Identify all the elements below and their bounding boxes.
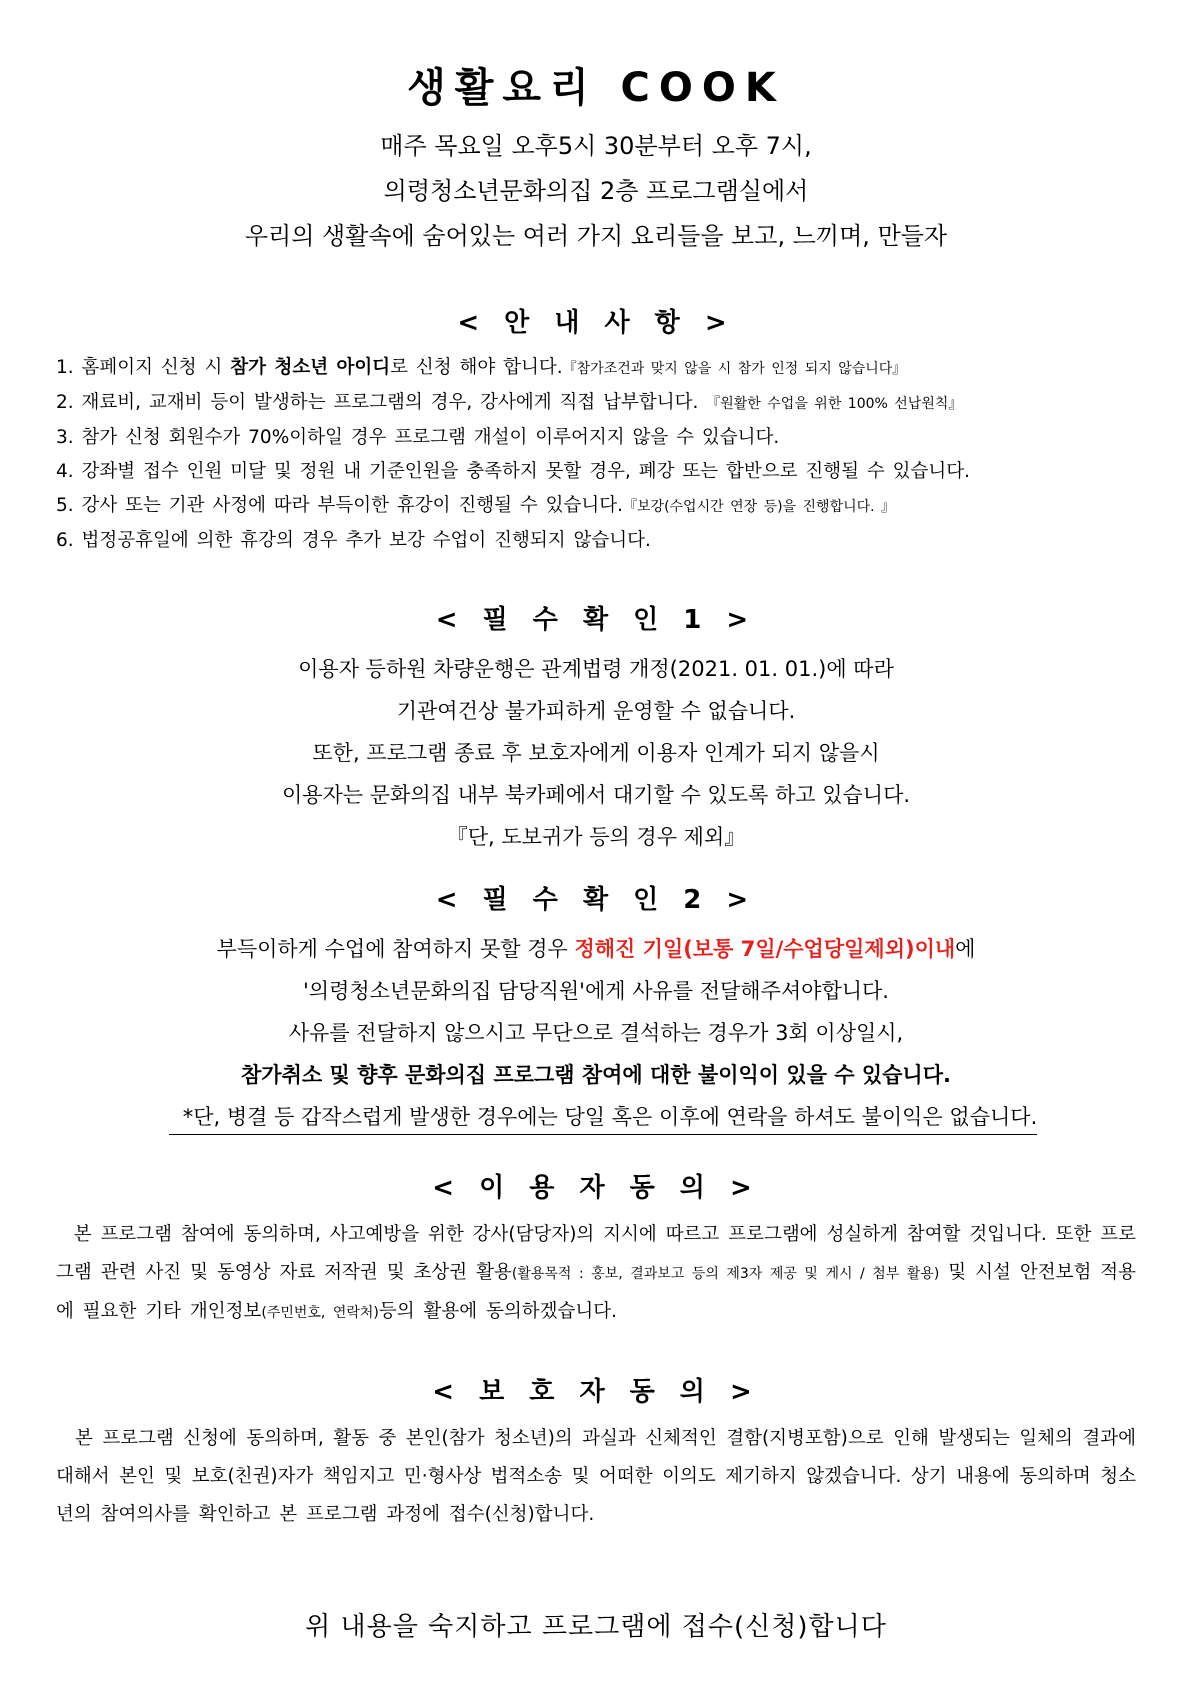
check2-text: 부득이하게 수업에 참여하지 못할 경우	[216, 937, 575, 961]
check2-section-title: < 필 수 확 인 2 >	[435, 885, 757, 915]
check1-section-title: < 필 수 확 인 1 >	[435, 605, 757, 635]
notice-item-note: 『원활한 수업을 위한 100% 선납원칙』	[706, 396, 963, 412]
notice-item-number: 3.	[56, 427, 74, 448]
check2-deadline-highlight: 정해진 기일(보통 7일/수업당일제외)이내	[574, 937, 956, 961]
notice-item-text: 법정공휴일에 의한 휴강의 경우 추가 보강 수업이 진행되지 않습니다.	[81, 530, 651, 551]
notice-item-text: 강사 또는 기관 사정에 따라 부득이한 휴강이 진행될 수 있습니다.	[81, 495, 624, 516]
check1-block	[56, 648, 1136, 858]
intro-line: 의령청소년문화의집 2층 프로그램실에서	[383, 177, 809, 205]
intro-line: 우리의 생활속에 숨어있는 여러 가지 요리들을 보고, 느끼며, 만들자	[244, 222, 948, 250]
user-consent-note: (주민번호, 연락처)	[261, 1305, 379, 1321]
check1-line: 이용자는 문화의집 내부 북카페에서 대기할 수 있도록 하고 있습니다.	[281, 783, 911, 807]
guardian-consent-paragraph	[56, 1420, 1136, 1534]
notice-section-title: < 안 내 사 항 >	[457, 308, 735, 338]
notice-item-text-after: 로 신청 해야 합니다.	[390, 357, 563, 378]
notice-item-number: 4.	[56, 461, 74, 482]
notice-item	[56, 386, 1136, 421]
notice-item	[56, 351, 1136, 386]
intro-block	[56, 124, 1136, 259]
notice-item-note: 『보강(수업시간 연장 등)을 진행합니다. 』	[623, 499, 896, 515]
notice-item-number: 6.	[56, 530, 74, 551]
notice-item-note: 『참가조건과 맞지 않을 시 참가 인정 되지 않습니다』	[562, 361, 907, 377]
notice-item	[56, 455, 1136, 489]
user-consent-text: 등의 활용에 동의하겠습니다.	[378, 1301, 617, 1322]
user-consent-paragraph	[56, 1216, 1136, 1332]
notice-item-number: 2.	[56, 392, 74, 413]
notice-item-text: 강좌별 접수 인원 미달 및 정원 내 기준인원을 충족하지 못할 경우, 폐강 또는 합반으로 진행될 수 있습니다.	[81, 461, 970, 482]
footer-statement: 위 내용을 숙지하고 프로그램에 접수(신청)합니다	[305, 1612, 887, 1642]
notice-item-number: 5.	[56, 495, 74, 516]
notice-item	[56, 421, 1136, 455]
guardian-consent-title: < 보 호 자 동 의 >	[432, 1377, 760, 1407]
check2-block	[56, 928, 1136, 1138]
notice-list	[56, 351, 1136, 558]
notice-item-text: 홈페이지 신청 시	[81, 357, 231, 378]
check1-line: 『단, 도보귀가 등의 경우 제외』	[446, 825, 746, 849]
document-title: 생활요리 COOK	[407, 65, 785, 111]
user-consent-note: (활용목적 : 홍보, 결과보고 등의 제3자 제공 및 게시 / 첨부 활용)	[511, 1266, 940, 1282]
notice-item-number: 1.	[56, 357, 74, 378]
user-consent-title: < 이 용 자 동 의 >	[432, 1173, 760, 1203]
user-consent-text: 본 프로그램 참여에 동의하며, 사고예방을 위한 강사(담당자)의 지시에 따르고 프로그램에 성실하게 참여할 것입니다. 또한 프로그램 관련 사진 및 동영상 자료 저작권 및 초상권 활용	[56, 1224, 1136, 1283]
check2-exception-row	[56, 1096, 1136, 1138]
user-consent-text: 및 시설 안전보험 적용에 필요한 기타 개인정보	[56, 1262, 1137, 1322]
guardian-consent-text: 본 프로그램 신청에 동의하며, 활동 중 본인(참가 청소년)의 과실과 신체적인 결함(지병포함)으로 인해 발생되는 일체의 결과에 대해서 본인 및 보호(친권)자가 책임지고 민·형사상 법적소송 및 어떠한 이의도 제기하지 않겠습니다. 상기 내용에 동의하며 청소년의 참여의사를 확인하고 본 프로그램 과정에 접수(신청)합니다.	[56, 1428, 1136, 1525]
check2-line: 사유를 전달하지 않으시고 무단으로 결석하는 경우가 3회 이상일시,	[288, 1021, 904, 1045]
check1-line: 이용자 등하원 차량운행은 관계법령 개정(2021. 01. 01.)에 따라	[298, 657, 894, 681]
intro-line: 매주 목요일 오후5시 30분부터 오후 7시,	[380, 132, 812, 160]
notice-item-bold: 참가 청소년 아이디	[230, 357, 391, 378]
check2-text: 에	[955, 937, 976, 961]
notice-item	[56, 524, 1136, 558]
notice-item-text: 참가 신청 회원수가 70%이하일 경우 프로그램 개설이 이루어지지 않을 수 있습니다.	[81, 427, 780, 448]
check2-exception-line: *단, 병결 등 갑작스럽게 발생한 경우에는 당일 혹은 이후에 연락을 하셔도 불이익은 없습니다.	[169, 1100, 1038, 1135]
check1-line: 기관여건상 불가피하게 운영할 수 없습니다.	[396, 699, 796, 723]
check2-line	[56, 928, 1136, 970]
check2-warning-line: 참가취소 및 향후 문화의집 프로그램 참여에 대한 불이익이 있을 수 있습니다.	[241, 1063, 951, 1087]
check2-line: '의령청소년문화의집 담당직원'에게 사유를 전달해주셔야합니다.	[303, 979, 889, 1003]
check1-line: 또한, 프로그램 종료 후 보호자에게 이용자 인계가 되지 않을시	[312, 741, 880, 765]
notice-item-text: 재료비, 교재비 등이 발생하는 프로그램의 경우, 강사에게 직접 납부합니다.	[81, 392, 707, 413]
notice-item	[56, 489, 1136, 524]
